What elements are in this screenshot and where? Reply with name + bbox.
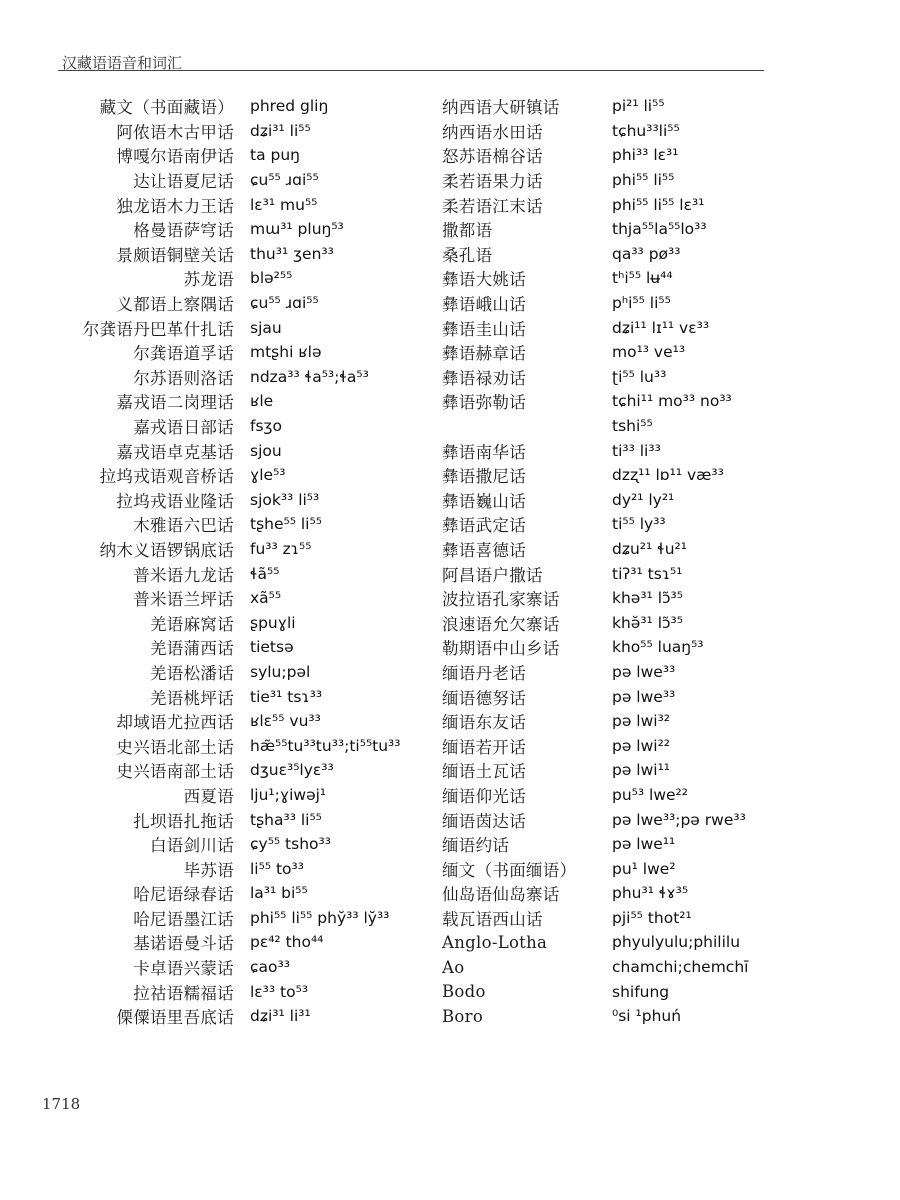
entry-row <box>58 758 401 783</box>
entry-row <box>58 266 401 291</box>
entry-row <box>438 414 748 439</box>
entry-row <box>438 291 748 316</box>
word-form: ɬã⁵⁵ <box>250 564 280 583</box>
language-name: 羌语麻窝话 <box>150 614 234 634</box>
word-form: fu³³ zɿ⁵⁵ <box>250 539 312 558</box>
word-form: dʑu²¹ ɬu²¹ <box>612 539 687 558</box>
language-name: 史兴语南部土话 <box>116 762 234 782</box>
language-name: 缅语若开话 <box>442 737 526 757</box>
entry-row <box>58 881 401 906</box>
word-form: ⁰si ¹phuń <box>612 1007 682 1026</box>
word-form: chamchi;chemchī <box>612 958 749 977</box>
word-form: tie³¹ tsɿ³³ <box>250 687 323 706</box>
language-name: 扎坝语扎拖话 <box>133 811 234 831</box>
language-name: 傈僳语里吾底话 <box>116 1008 234 1028</box>
language-name: 达让语夏尼话 <box>133 172 234 192</box>
word-form: phu³¹ ɬɤ³⁵ <box>612 884 689 903</box>
entry-row <box>438 168 748 193</box>
word-form: la³¹ bi⁵⁵ <box>250 884 308 903</box>
entry-row <box>58 709 401 734</box>
word-form: ʈi⁵⁵ lu³³ <box>612 367 667 386</box>
word-form: tshi⁵⁵ <box>612 417 653 436</box>
word-form: mtʂhi ʁlə <box>250 343 322 362</box>
language-name: 羌语蒲西话 <box>150 639 234 659</box>
word-form: tʰi⁵⁵ lʉ⁴⁴ <box>612 269 673 288</box>
language-name: 彝语禄劝话 <box>442 368 526 388</box>
word-form: li⁵⁵ to³³ <box>250 859 304 878</box>
word-form: tʂha³³ li⁵⁵ <box>250 810 322 829</box>
language-name: 拉坞戎语观音桥话 <box>99 467 234 487</box>
entry-row <box>438 389 748 414</box>
language-name: 尔苏语则洛话 <box>133 368 234 388</box>
entry-row <box>58 192 401 217</box>
word-form: ta puŋ <box>250 146 300 165</box>
language-name: 羌语松潘话 <box>150 663 234 683</box>
entry-row <box>438 758 748 783</box>
language-name: 普米语九龙话 <box>133 565 234 585</box>
entry-row <box>58 340 401 365</box>
entry-row <box>58 906 401 931</box>
word-form: ɕu⁵⁵ ɹɑi⁵⁵ <box>250 294 319 313</box>
language-name: 普米语兰坪话 <box>133 590 234 610</box>
word-form: ɣle⁵³ <box>250 466 286 485</box>
word-form: pə lwi³² <box>612 712 671 731</box>
language-name: 西夏语 <box>183 786 234 806</box>
entry-row <box>58 242 401 267</box>
entry-row <box>438 733 748 758</box>
word-form: pə lwi²² <box>612 736 671 755</box>
entry-row <box>438 488 748 513</box>
language-name: 基诺语曼斗话 <box>133 934 234 954</box>
entry-row <box>438 807 748 832</box>
entry-row <box>438 906 748 931</box>
language-name: 彝语巍山话 <box>442 491 526 511</box>
word-form: tiʔ³¹ tsɿ⁵¹ <box>612 564 683 583</box>
word-form: sjou <box>250 441 282 460</box>
entry-row <box>438 315 748 340</box>
language-name: 缅语德努话 <box>442 688 526 708</box>
language-name: 缅语约话 <box>442 836 510 856</box>
word-form: ɕao³³ <box>250 958 290 977</box>
word-form: qa³³ pø³³ <box>612 244 681 263</box>
word-form: dʑi³¹ li⁵⁵ <box>250 121 311 140</box>
entry-row <box>58 94 401 119</box>
entry-row <box>438 979 748 1004</box>
word-form: ʁle <box>250 392 274 411</box>
language-name: 义都语上察隅话 <box>116 295 234 315</box>
entry-row <box>438 610 748 635</box>
entry-row <box>438 143 748 168</box>
word-form: ti⁵⁵ ly³³ <box>612 515 666 534</box>
word-form: pə lwi¹¹ <box>612 761 671 780</box>
running-head: 汉藏语语音和词汇 <box>62 54 183 72</box>
language-name: 羌语桃坪话 <box>150 688 234 708</box>
language-name: 缅语茵达话 <box>442 811 526 831</box>
entry-row <box>438 242 748 267</box>
word-form: dʑi¹¹ lɪ¹¹ vɛ³³ <box>612 318 710 337</box>
language-name: 载瓦语西山话 <box>442 909 543 929</box>
entry-row <box>58 438 401 463</box>
entry-row <box>438 561 748 586</box>
word-form: lju¹;ɣiwəj¹ <box>250 785 327 804</box>
entry-row <box>58 660 401 685</box>
entry-row <box>58 561 401 586</box>
entry-row <box>58 684 401 709</box>
language-name: 纳木义语锣锅底话 <box>99 540 234 560</box>
language-name: 哈尼语绿春话 <box>133 885 234 905</box>
word-form: tɕhu³³li⁵⁵ <box>612 121 680 140</box>
entry-row <box>438 856 748 881</box>
entry-row <box>438 881 748 906</box>
word-form: tietsə <box>250 638 294 657</box>
entry-row <box>438 217 748 242</box>
word-form: hæ̃⁵⁵tu³³tu³³;ti⁵⁵tu³³ <box>250 736 401 755</box>
entry-row <box>58 217 401 242</box>
word-form: phi⁵⁵ li⁵⁵ phy̆³³ ly̆³³ <box>250 908 390 927</box>
word-form: ʂpuɣli <box>250 613 296 632</box>
word-form: ti³³ li³³ <box>612 441 661 460</box>
entry-row <box>438 709 748 734</box>
language-name: 纳西语大研镇话 <box>442 98 560 118</box>
language-name: 拉坞戎语业隆话 <box>116 491 234 511</box>
entry-row <box>438 94 748 119</box>
word-form: sjok³³ li⁵³ <box>250 490 320 509</box>
word-form: pʰi⁵⁵ li⁵⁵ <box>612 294 671 313</box>
word-form: dʒuɛ³⁵lyɛ³³ <box>250 761 334 780</box>
word-form: lɛ³³ to⁵³ <box>250 982 309 1001</box>
entry-row <box>58 512 401 537</box>
word-form: ndza³³ ɬa⁵³;ɬa⁵³ <box>250 367 369 386</box>
word-form: blə²⁵⁵ <box>250 269 293 288</box>
entry-row <box>58 488 401 513</box>
entry-row <box>438 266 748 291</box>
entry-row <box>438 684 748 709</box>
word-form: dʑi³¹ li³¹ <box>250 1007 311 1026</box>
language-name: 阿昌语户撒话 <box>442 565 543 585</box>
language-name: 博嘎尔语南伊话 <box>116 147 234 167</box>
language-name: 桑孔语 <box>442 245 493 265</box>
word-form: shifung <box>612 982 670 1001</box>
language-name: 彝语武定话 <box>442 516 526 536</box>
language-name: 撒都语 <box>442 221 493 241</box>
word-form: phi⁵⁵ li⁵⁵ lɛ³¹ <box>612 195 705 214</box>
language-name: 彝语南华话 <box>442 442 526 462</box>
language-name: 嘉戎语卓克基话 <box>116 442 234 462</box>
word-form: pji⁵⁵ thot²¹ <box>612 908 692 927</box>
word-form: pə lwe¹¹ <box>612 835 676 854</box>
word-form: mɯ³¹ pluŋ⁵³ <box>250 220 344 239</box>
language-name: 缅文（书面缅语） <box>442 860 577 880</box>
language-name: 独龙语木力王话 <box>116 196 234 216</box>
page-number: 1718 <box>42 1095 81 1113</box>
entry-row <box>58 1004 401 1029</box>
entry-row <box>438 660 748 685</box>
word-form: tʂhe⁵⁵ li⁵⁵ <box>250 515 322 534</box>
word-form: khə³¹ lɔ̃³⁵ <box>612 589 683 608</box>
language-name: 彝语赫章话 <box>442 344 526 364</box>
header-rule <box>58 70 764 71</box>
entry-row <box>58 291 401 316</box>
language-name: 勒期语中山乡话 <box>442 639 560 659</box>
entry-row <box>58 635 401 660</box>
word-form: pu¹ lwe² <box>612 859 676 878</box>
entry-row <box>58 955 401 980</box>
language-name: 波拉语孔家寨话 <box>442 590 560 610</box>
left-column <box>58 94 401 1029</box>
language-name: 怒苏语棉谷话 <box>442 147 543 167</box>
word-form: pə lwe³³ <box>612 687 676 706</box>
entry-row <box>438 119 748 144</box>
word-form: sjau <box>250 318 282 337</box>
language-name: 尔龚语道孚话 <box>133 344 234 364</box>
entry-row <box>438 512 748 537</box>
language-name: Ao <box>442 957 465 977</box>
language-name: 白语剑川话 <box>150 836 234 856</box>
language-name: Boro <box>442 1006 484 1026</box>
word-form: pu⁵³ lwe²² <box>612 785 688 804</box>
word-form: phred gliŋ <box>250 97 329 116</box>
language-name: 缅语仰光话 <box>442 786 526 806</box>
language-name: Anglo-Lotha <box>442 932 548 952</box>
entry-row <box>438 832 748 857</box>
entry-row <box>58 365 401 390</box>
language-name: 嘉戎语日部话 <box>133 418 234 438</box>
word-form: thu³¹ ʒen³³ <box>250 244 334 263</box>
entry-row <box>58 979 401 1004</box>
word-form: pi²¹ li⁵⁵ <box>612 97 665 116</box>
language-name: 仙岛语仙岛寨话 <box>442 885 560 905</box>
word-form: fsʒo <box>250 417 282 436</box>
entry-row <box>58 807 401 832</box>
right-column <box>438 94 748 1029</box>
entry-row <box>438 1004 748 1029</box>
word-form: ɕy⁵⁵ tsho³³ <box>250 835 331 854</box>
word-form: ʁlɛ⁵⁵ vu³³ <box>250 712 321 731</box>
entry-row <box>58 783 401 808</box>
language-name: 缅语东友话 <box>442 713 526 733</box>
entry-row <box>438 365 748 390</box>
language-name: Bodo <box>442 982 486 1002</box>
word-form: phi⁵⁵ li⁵⁵ <box>612 171 675 190</box>
language-name: 史兴语北部土话 <box>116 737 234 757</box>
entry-row <box>438 783 748 808</box>
entry-row <box>438 438 748 463</box>
language-name: 缅语丹老话 <box>442 663 526 683</box>
entry-row <box>438 463 748 488</box>
word-form: phi³³ lɛ³¹ <box>612 146 679 165</box>
entry-row <box>58 168 401 193</box>
word-form: sylu;pəl <box>250 662 311 681</box>
entry-row <box>58 119 401 144</box>
word-form: tɕhi¹¹ mo³³ no³³ <box>612 392 732 411</box>
entry-row <box>58 463 401 488</box>
word-form: phyulyulu;phililu <box>612 933 741 952</box>
language-name: 彝语圭山话 <box>442 319 526 339</box>
entry-row <box>58 930 401 955</box>
language-name: 柔若语江末话 <box>442 196 543 216</box>
entry-row <box>438 586 748 611</box>
entry-row <box>58 315 401 340</box>
entry-row <box>58 143 401 168</box>
language-name: 藏文（书面藏语） <box>99 98 234 118</box>
language-name: 纳西语水田话 <box>442 122 543 142</box>
language-name: 却域语尤拉西话 <box>116 713 234 733</box>
language-name: 拉祜语糯福话 <box>133 983 234 1003</box>
language-name: 缅语土瓦话 <box>442 762 526 782</box>
word-form: dzʐ¹¹ lɒ¹¹ væ³³ <box>612 466 724 485</box>
word-form: dy²¹ ly²¹ <box>612 490 675 509</box>
language-name: 彝语弥勒话 <box>442 393 526 413</box>
entry-row <box>58 610 401 635</box>
entry-row <box>438 340 748 365</box>
entry-row <box>438 537 748 562</box>
language-name: 卡卓语兴蒙话 <box>133 959 234 979</box>
entry-row <box>58 832 401 857</box>
word-form: xã⁵⁵ <box>250 589 282 608</box>
word-form: kho⁵⁵ luaŋ⁵³ <box>612 638 704 657</box>
language-name: 彝语喜德话 <box>442 540 526 560</box>
language-name: 尔龚语丹巴革什扎话 <box>82 319 234 339</box>
language-name: 木雅语六巴话 <box>133 516 234 536</box>
language-name: 嘉戎语二岗理话 <box>116 393 234 413</box>
word-form: thja⁵⁵la⁵⁵lo³³ <box>612 220 707 239</box>
entry-row <box>58 389 401 414</box>
word-form: khə̆³¹ lɔ̃³⁵ <box>612 613 683 632</box>
language-name: 格曼语萨穹话 <box>133 221 234 241</box>
entry-row <box>58 537 401 562</box>
entry-row <box>438 635 748 660</box>
language-name: 彝语大姚话 <box>442 270 526 290</box>
entry-row <box>58 856 401 881</box>
language-name: 彝语峨山话 <box>442 295 526 315</box>
word-form: pə lwe³³;pə rwe³³ <box>612 810 746 829</box>
language-name: 哈尼语墨江话 <box>133 909 234 929</box>
entry-row <box>58 414 401 439</box>
entry-row <box>438 930 748 955</box>
word-form: lɛ³¹ mu⁵⁵ <box>250 195 318 214</box>
word-form: pə lwe³³ <box>612 662 676 681</box>
language-name: 阿侬语木古甲话 <box>116 122 234 142</box>
language-name: 彝语撒尼话 <box>442 467 526 487</box>
language-name: 苏龙语 <box>183 270 234 290</box>
language-name: 柔若语果力话 <box>442 172 543 192</box>
word-form: ɕu⁵⁵ ɹɑi⁵⁵ <box>250 171 319 190</box>
language-name: 景颇语铜壁关话 <box>116 245 234 265</box>
language-name: 浪速语允欠寨话 <box>442 614 560 634</box>
entry-row <box>438 955 748 980</box>
language-name: 毕苏语 <box>183 860 234 880</box>
entry-row <box>438 192 748 217</box>
word-form: mo¹³ ve¹³ <box>612 343 686 362</box>
entry-row <box>58 733 401 758</box>
entry-row <box>58 586 401 611</box>
word-form: pɛ⁴² tho⁴⁴ <box>250 933 324 952</box>
